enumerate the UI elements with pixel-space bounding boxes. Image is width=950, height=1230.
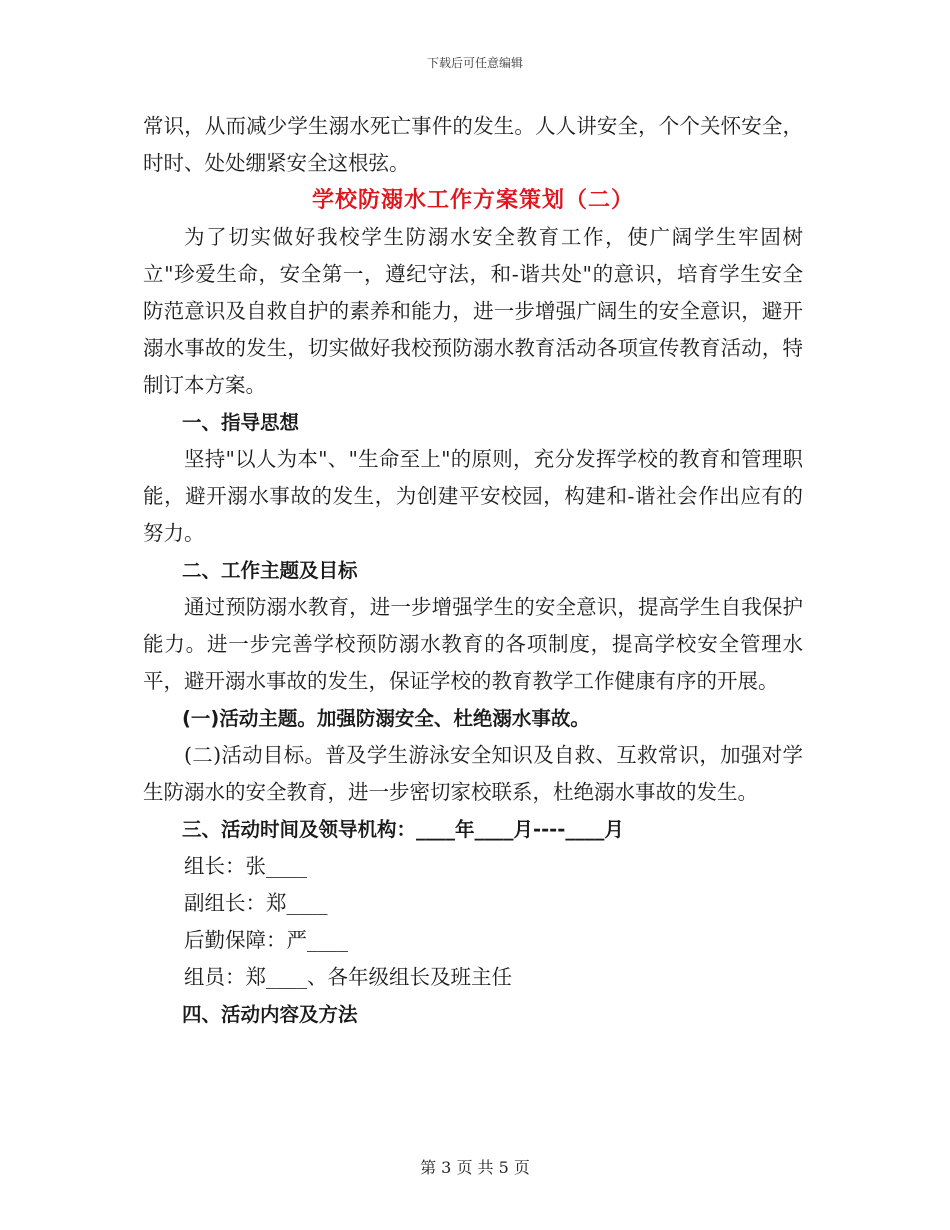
paragraph-continued: 常识，从而减少学生溺水死亡事件的发生。人人讲安全，个个关怀安全，时时、处处绷紧安全这根弦。 [143, 114, 803, 175]
heading-content-methods: 四、活动内容及方法 [182, 1003, 358, 1026]
heading-guiding-ideology: 一、指导思想 [182, 411, 300, 434]
paragraph-theme-goals: 通过预防溺水教育，进一步增强学生的安全意识，提高学生自我保护能力。进一步完善学校预防溺水教育的各项制度，提高学校安全管理水平，避开溺水事故的发生，保证学校的教育教学工作健康有序的开展。 [143, 595, 803, 693]
section-title: 学校防溺水工作方案策划（二） [311, 188, 634, 213]
paragraph-guiding-ideology: 坚持"以人为本"、"生命至上"的原则，充分发挥学校的教育和管理职能，避开溺水事故的发生，为创建平安校园，构建和-谐社会作出应有的努力。 [143, 447, 803, 545]
line-leader: 组长：张____ [184, 854, 307, 878]
subheading-activity-theme: (一)活动主题。加强防溺安全、杜绝溺水事故。 [182, 707, 590, 730]
heading-theme-goals: 二、工作主题及目标 [182, 559, 358, 582]
line-members: 组员：郑____、各年级组长及班主任 [184, 965, 512, 989]
line-vice-leader: 副组长：郑____ [184, 891, 328, 915]
page-footer: 第 3 页 共 5 页 [420, 1158, 530, 1177]
header-note: 下载后可任意编辑 [426, 56, 523, 70]
line-logistics: 后勤保障：严____ [184, 928, 348, 952]
heading-time-organization: 三、活动时间及领导机构：____年____月----____月 [182, 818, 624, 841]
paragraph-activity-goal: (二)活动目标。普及学生游泳安全知识及自救、互救常识，加强对学生防溺水的安全教育，进一步密切家校联系，杜绝溺水事故的发生。 [143, 743, 803, 804]
paragraph-intro: 为了切实做好我校学生防溺水安全教育工作，使广阔学生牢固树立"珍爱生命，安全第一，遵纪守法，和-谐共处"的意识，培育学生安全防范意识及自救自护的素养和能力，进一步增强广阔生的安全意识，避开溺水事故的发生，切实做好我校预防溺水教育活动各项宣传教育活动，特制订本方案。 [143, 225, 803, 397]
document-body [143, 108, 803, 1033]
